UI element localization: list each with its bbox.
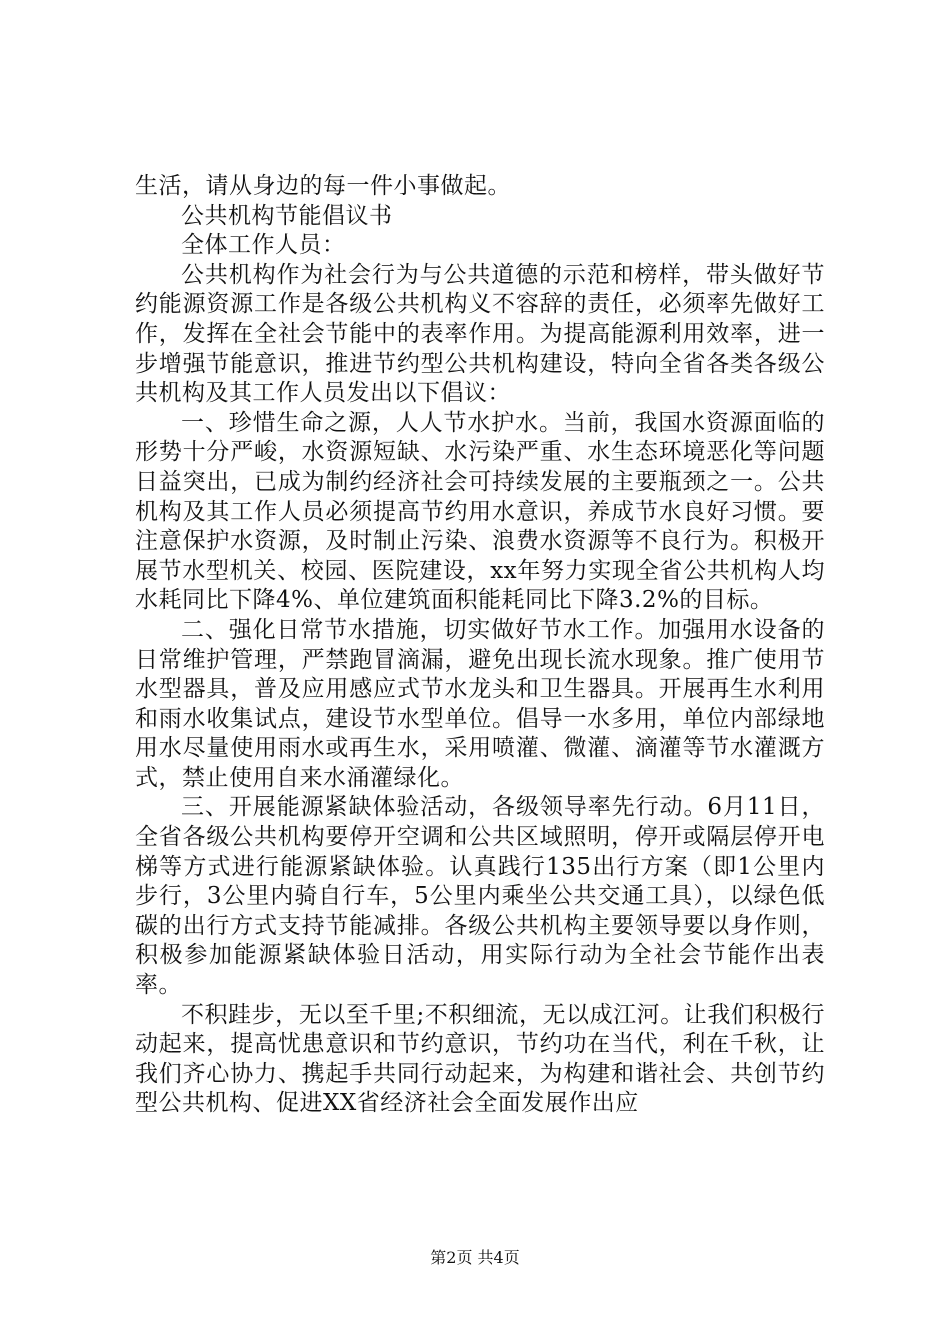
document-body <box>135 172 825 1119</box>
page-number: 第2页 共4页 <box>430 1248 520 1267</box>
salutation: 全体工作人员： <box>181 232 346 259</box>
paragraph: 生活，请从身边的每一件小事做起。 <box>135 173 511 199</box>
document-title: 公共机构节能倡议书 <box>181 202 393 229</box>
paragraph: 不积跬步，无以至千里;不积细流，无以成江河。让我们积极行动起来，提高忧患意识和节约意识，节约功在当代，利在千秋，让我们齐心协力、携起手共同行动起来，为构建和谐社会、共创节约型公共机构、促进XX省经济社会全面发展作出应 <box>135 1001 825 1117</box>
paragraph: 公共机构作为社会行为与公共道德的示范和榜样，带头做好节约能源资源工作是各级公共机构义不容辞的责任，必须率先做好工作，发挥在全社会节能中的表率作用。为提高能源利用效率，进一步增强节能意识，推进节约型公共机构建设，特向全省各类各级公共机构及其工作人员发出以下倡议： <box>135 261 825 407</box>
paragraph: 三、开展能源紧缺体验活动，各级领导率先行动。6月11日，全省各级公共机构要停开空调和公共区域照明，停开或隔层停开电梯等方式进行能源紧缺体验。认真践行135出行方案（即1公里内步行，3公里内骑自行车，5公里内乘坐公共交通工具），以绿色低碳的出行方式支持节能减排。各级公共机构主要领导要以身作则，积极参加能源紧缺体验日活动，用实际行动为全社会节能作出表率。 <box>135 794 825 999</box>
paragraph: 一、珍惜生命之源，人人节水护水。当前，我国水资源面临的形势十分严峻，水资源短缺、水污染严重、水生态环境恶化等问题日益突出，已成为制约经济社会可持续发展的主要瓶颈之一。公共机构及其工作人员必须提高节约用水意识，养成节水良好习惯。要注意保护水资源，及时制止污染、浪费水资源等不良行为。积极开展节水型机关、校园、医院建设，xx年努力实现全省公共机构人均水耗同比下降4%、单位建筑面积能耗同比下降3.2%的目标。 <box>135 409 825 614</box>
paragraph: 二、强化日常节水措施，切实做好节水工作。加强用水设备的日常维护管理，严禁跑冒滴漏，避免出现长流水现象。推广使用节水型器具，普及应用感应式节水龙头和卫生器具。开展再生水利用和雨水收集试点，建设节水型单位。倡导一水多用，单位内部绿地用水尽量使用雨水或再生水，采用喷灌、微灌、滴灌等节水灌溉方式，禁止使用自来水涌灌绿化。 <box>135 616 825 791</box>
